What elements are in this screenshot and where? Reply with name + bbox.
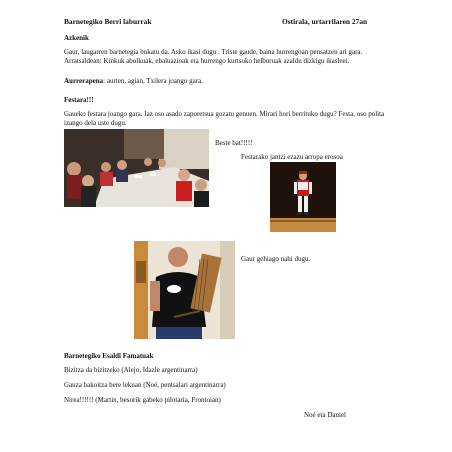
man-instrument-photo: [134, 241, 235, 339]
aurrerapena-text: : aurten, agian, Txilera joango gara.: [103, 77, 203, 85]
signature: Noé eta Daniel: [304, 411, 346, 419]
aurrerapena-paragraph: [64, 77, 396, 86]
caption-gaur: Gaur gehiago nahi dugu.: [241, 255, 311, 263]
azkenik-paragraph: Gaur, laugarren barnetegia bukatu da. Asko ikasi dugu . Triste gaude, baina hurrengoan pensatzen ari gara. Arratsaldean: Kinkuk abolkuak, ebaluazioak eta hurrengo kurtsoko helburuak azaldu dizkigu ikasleei.: [64, 48, 363, 65]
dancer-photo: [270, 162, 336, 232]
quote-2: Gauza bakoitza bere lekuan (Noé, pentsalari argentinarra): [64, 381, 226, 389]
header-date: Ostirala, urtarrilaren 27an: [282, 17, 368, 26]
quote-1: Bizitza da bizitzeko (Alejo, Idazle argentinarra): [64, 366, 198, 374]
azkenik-heading: Azkenik: [64, 34, 89, 42]
aurrerapena-label: Aurrerapena: [64, 77, 104, 85]
festara-paragraph: Gaueko festara joango gara. Iaz oso asado zaporetsua gozatu genuen. Mirari hori berrituko dugu? Festa, oso polita izango dela uste dugu.: [64, 110, 385, 127]
header-title: Barnetegiko Berri laburrak: [64, 17, 152, 26]
esaldiak-heading: Barnetegiko Esaldi Famatuak: [64, 352, 154, 360]
festara-heading: Festara!!!: [64, 96, 94, 104]
caption-beste: Beste bat!!!!!: [215, 139, 253, 147]
caption-festa: Festarako jantzi ezazu arropa erosoa: [241, 153, 343, 161]
party-photo: [64, 129, 209, 207]
quote-3: Nirea!!!!!! (Martin, besorik gabeko pilotaria, Frontoian): [64, 396, 221, 404]
